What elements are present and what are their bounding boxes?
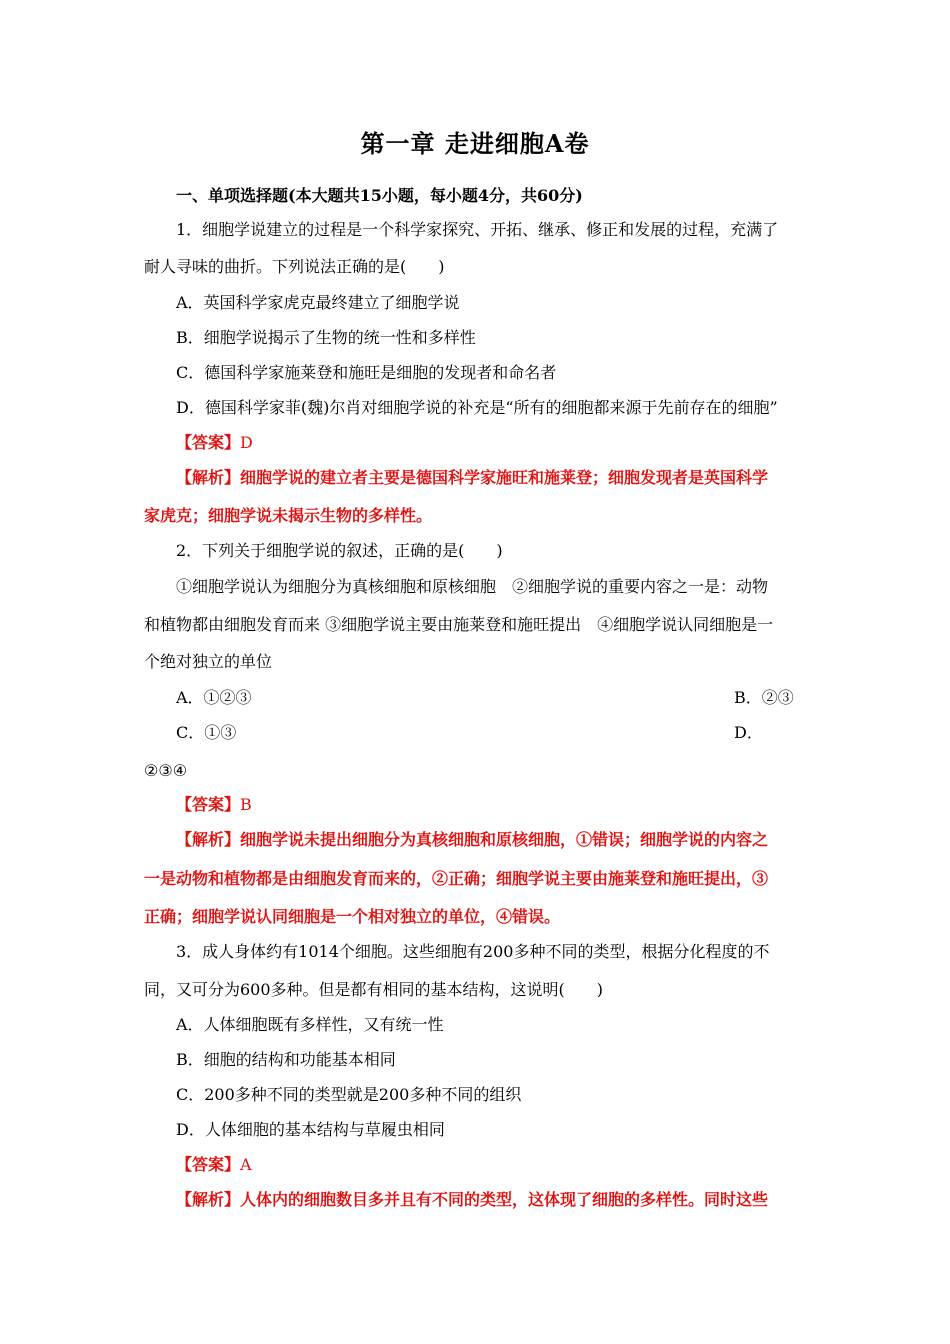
answer-value: A (240, 1155, 252, 1174)
q3-option-a: A．人体细胞既有多样性，又有统一性 (176, 1015, 444, 1034)
q1-stem-line-1: 1．细胞学说建立的过程是一个科学家探究、开拓、继承、修正和发展的过程，充满了 (176, 220, 779, 239)
q1-analysis-line-1 (176, 467, 809, 489)
q1-option-d: D．德国科学家菲(魏)尔肖对细胞学说的补充是“所有的细胞都来源于先前存在的细胞” (176, 398, 778, 417)
analysis-label: 【解析】 (176, 830, 241, 849)
q1-option-c: C．德国科学家施莱登和施旺是细胞的发现者和命名者 (176, 363, 557, 382)
q2-option-d: D． (734, 723, 763, 742)
answer-label: 【答案】 (176, 433, 241, 452)
analysis-label: 【解析】 (176, 1190, 241, 1209)
q2-option-a: A．①②③ (176, 688, 252, 707)
q2-stem-line-3: 和植物都由细胞发育而来 ③细胞学说主要由施莱登和施旺提出 ④细胞学说认同细胞是一 (144, 615, 774, 634)
section-heading: 一、单项选择题(本大题共15小题，每小题4分，共60分) (176, 186, 583, 205)
answer-value: D (240, 433, 253, 452)
q2-option-c: C．①③ (176, 723, 237, 742)
q1-analysis-line-2: 家虎克；细胞学说未揭示生物的多样性。 (144, 506, 433, 525)
answer-label: 【答案】 (176, 795, 241, 814)
analysis-text: 细胞学说未提出细胞分为真核细胞和原核细胞，①错误；细胞学说的内容之 (240, 830, 769, 849)
answer-label: 【答案】 (176, 1155, 241, 1174)
q1-option-a: A．英国科学家虎克最终建立了细胞学说 (176, 293, 460, 312)
q3-option-b: B．细胞的结构和功能基本相同 (176, 1050, 396, 1069)
q2-analysis-line-2: 一是动物和植物都是由细胞发育而来的，②正确；细胞学说主要由施莱登和施旺提出，③ (144, 869, 769, 888)
q3-option-d: D．人体细胞的基本结构与草履虫相同 (176, 1120, 445, 1139)
q2-stem-line-4: 个绝对独立的单位 (144, 652, 273, 671)
q3-analysis-line-1 (176, 1189, 809, 1211)
q3-stem-line-1: 3．成人身体约有1014个细胞。这些细胞有200多种不同的类型，根据分化程度的不 (176, 942, 770, 961)
q2-option-d-continued: ②③④ (144, 761, 188, 780)
analysis-label: 【解析】 (176, 468, 241, 487)
q2-analysis-line-3: 正确；细胞学说认同细胞是一个相对独立的单位，④错误。 (144, 907, 561, 926)
page-title: 第一章 走进细胞A卷 (360, 129, 590, 158)
q2-stem-line-2: ①细胞学说认为细胞分为真核细胞和原核细胞 ②细胞学说的重要内容之一是：动物 (176, 577, 769, 596)
q1-answer (176, 432, 253, 454)
q3-answer (176, 1154, 252, 1176)
analysis-text: 细胞学说的建立者主要是德国科学家施旺和施莱登；细胞发现者是英国科学 (240, 468, 769, 487)
q2-option-b: B．②③ (734, 688, 794, 707)
q1-stem-line-2: 耐人寻味的曲折。下列说法正确的是( ) (144, 257, 445, 276)
q3-option-c: C．200多种不同的类型就是200多种不同的组织 (176, 1085, 522, 1104)
q2-stem-line-1: 2．下列关于细胞学说的叙述，正确的是( ) (176, 541, 503, 560)
answer-value: B (240, 795, 252, 814)
q2-analysis-line-1 (176, 829, 809, 851)
q2-answer (176, 794, 252, 816)
q1-option-b: B．细胞学说揭示了生物的统一性和多样性 (176, 328, 476, 347)
analysis-text: 人体内的细胞数目多并且有不同的类型，这体现了细胞的多样性。同时这些 (240, 1190, 769, 1209)
q3-stem-line-2: 同，又可分为600多种。但是都有相同的基本结构，这说明( ) (144, 980, 604, 999)
